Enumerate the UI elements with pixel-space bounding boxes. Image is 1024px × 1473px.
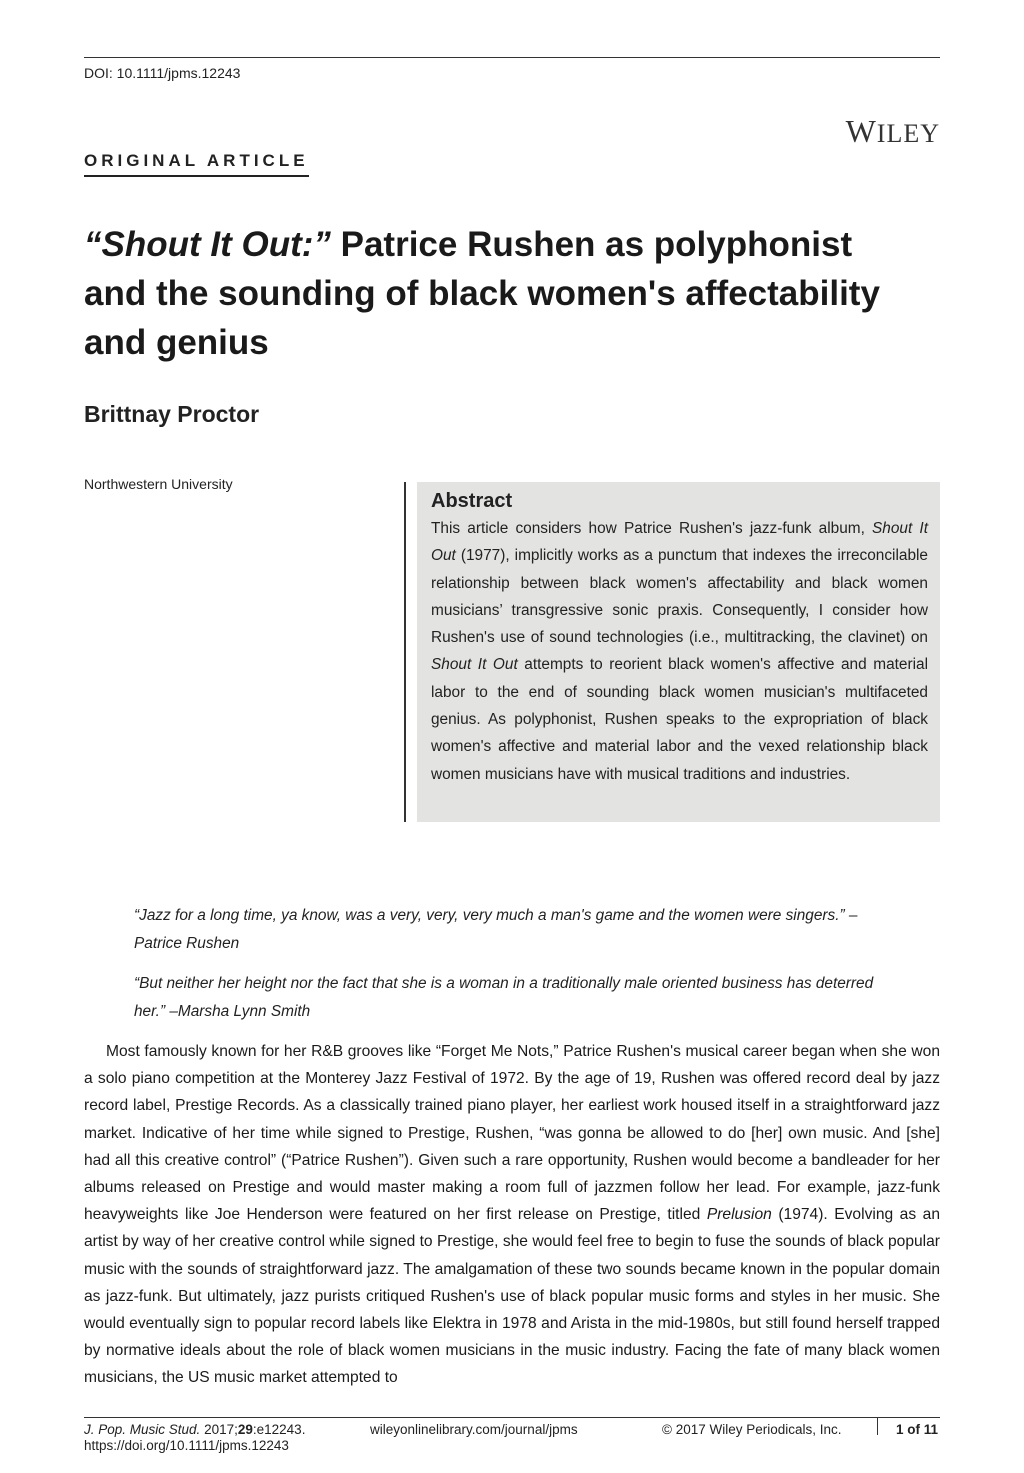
doi-label[interactable]: DOI: 10.1111/jpms.12243 <box>84 65 241 81</box>
title-italic-part: “Shout It Out:” <box>84 225 331 264</box>
publisher-logo: WILEY <box>845 113 940 149</box>
abstract-text: This article considers how Patrice Rushen's jazz-funk album, Shout It Out (1977), implicitly works as a punctum that indexes the irreconcilable relationship between black women's affectability and black women musicians’ transgressive sonic praxis. Consequently, I consider how Rushen's use of sound technologies (i.e., multitracking, the clavinet) on Shout It Out attempts to reorient black women's affective and material labor to the end of sounding black women musician's multifaceted genius. As polyphonist, Rushen speaks to the expropriation of black women's affective and material labor and the vexed relationship black women musicians have with musical traditions and industries. <box>431 520 928 783</box>
abstract-box <box>417 482 940 822</box>
epigraph-2: “But neither her height nor the fact that she is a woman in a traditionally male oriented business has deterred her.” –Marsha Lynn Smith <box>134 975 874 1020</box>
footer-doi-link[interactable]: https://doi.org/10.1111/jpms.12243 <box>84 1438 289 1453</box>
header-rule <box>84 57 940 58</box>
title-rest: Patrice Rushen as polyphonist and the sounding of black women's affectability and genius <box>84 225 880 362</box>
epigraph-1: “Jazz for a long time, ya know, was a very, very, very much a man's game and the women were singers.” –Patrice Rushen <box>134 907 858 952</box>
footer-citation: J. Pop. Music Stud. 2017;29:e12243. https://doi.org/10.1111/jpms.12243 <box>84 1422 306 1453</box>
body-paragraph: Most famously known for her R&B grooves like “Forget Me Nots,” Patrice Rushen's musical career began when she won a solo piano competition at the Monterey Jazz Festival of 1972. By the age of 19, Rushen was offered record deal by jazz record label, Prestige Records. As a classically trained piano player, her earliest work housed itself in a straightforward jazz market. Indicative of her time while signed to Prestige, Rushen, “was gonna be allowed to do [her] own music. And [she] had all this creative control” (“Patrice Rushen”). Given such a rare opportunity, Rushen would become a bandleader for her albums released on Prestige and would master making a room full of jazzmen follow her lead. For example, jazz-funk heavyweights like Joe Henderson were featured on her first release on Prestige, titled Prelusion (1974). Evolving as an artist by way of her creative control while signed to Prestige, she would feel free to begin to fuse the sounds of black popular music with the sounds of straightforward jazz. The amalgamation of these two sounds became known in the popular domain as jazz-funk. But ultimately, jazz purists critiqued Rushen's use of black popular music forms and styles in her music. She would eventually sign to popular record labels like Elektra in 1978 and Arista in the mid-1980s, but still found herself trapped by normative ideals about the role of black women musicians in the music industry. Facing the fate of many black women musicians, the US music market attempted to <box>84 1043 940 1387</box>
album-title: Prelusion <box>706 1206 772 1224</box>
footer-journal-link[interactable]: wileyonlinelibrary.com/journal/jpms <box>370 1422 578 1437</box>
album-title: Shout It Out <box>431 520 928 565</box>
footer-rule <box>84 1417 940 1418</box>
album-title: Shout It Out <box>431 656 518 674</box>
article-title <box>84 220 924 367</box>
footer-separator <box>877 1417 878 1435</box>
footer-page-number: 1 of 11 <box>896 1422 939 1437</box>
author-affiliation: Northwestern University <box>84 476 233 492</box>
abstract-side-bar <box>404 482 406 822</box>
author-name[interactable]: Brittnay Proctor <box>84 401 260 427</box>
footer-copyright: © 2017 Wiley Periodicals, Inc. <box>662 1422 842 1437</box>
article-type-label: ORIGINAL ARTICLE <box>84 151 309 177</box>
abstract-heading: Abstract <box>431 490 513 512</box>
